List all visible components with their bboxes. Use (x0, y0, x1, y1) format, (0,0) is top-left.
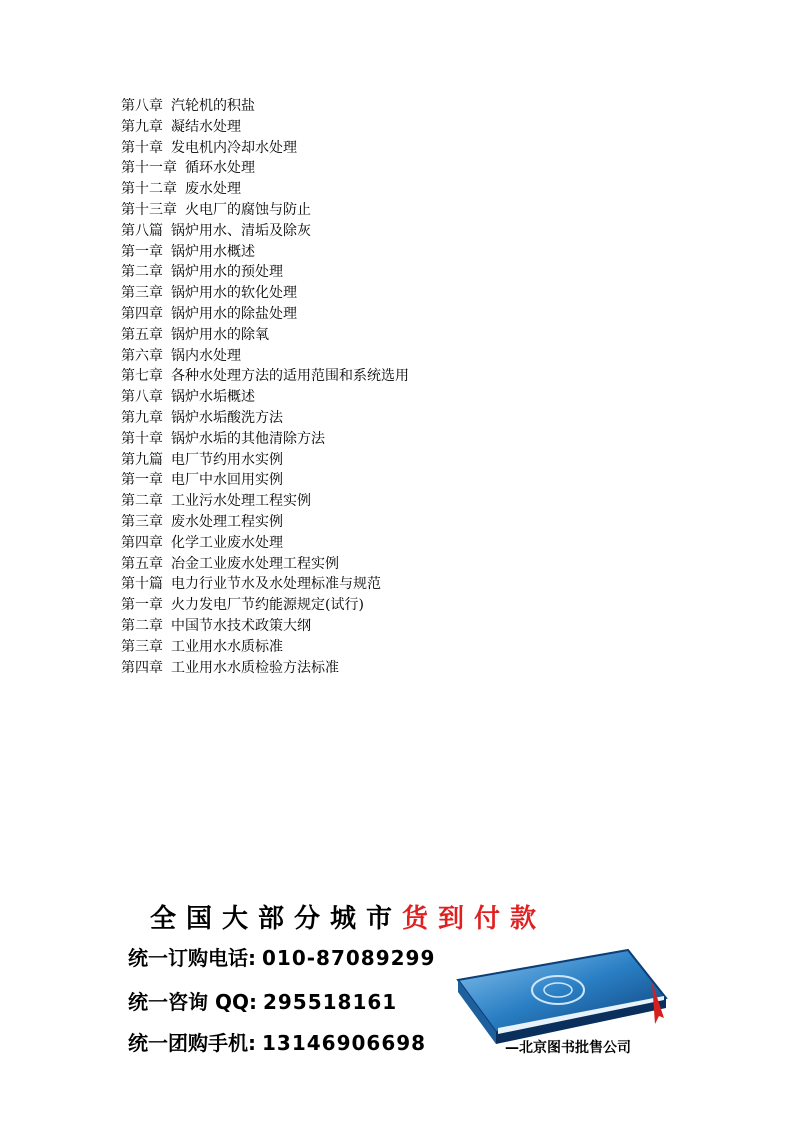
toc-item (121, 595, 409, 616)
toc-item (121, 242, 409, 263)
toc-chapter-title: 工业用水水质标准 (171, 638, 283, 655)
toc-chapter-number: 第十三章 (121, 201, 177, 218)
table-of-contents (121, 96, 409, 678)
toc-chapter-title: 电厂节约用水实例 (171, 451, 283, 468)
company-name: —北京图书批售公司 (505, 1040, 631, 1056)
toc-chapter-title: 锅炉用水的软化处理 (171, 285, 297, 302)
toc-item (121, 346, 409, 367)
consult-qq-line (128, 986, 397, 1015)
toc-chapter-title: 凝结水处理 (171, 118, 241, 135)
toc-chapter-title: 锅炉水垢的其他清除方法 (171, 430, 325, 447)
toc-chapter-number: 第一章 (121, 243, 163, 260)
toc-chapter-number: 第三章 (121, 638, 163, 655)
toc-chapter-number: 第十章 (121, 430, 163, 447)
toc-chapter-number: 第十二章 (121, 181, 177, 198)
toc-item (121, 450, 409, 471)
toc-item (121, 616, 409, 637)
order-phone-value: 010-87089299 (262, 946, 436, 970)
toc-chapter-number: 第一章 (121, 472, 163, 489)
toc-item (121, 325, 409, 346)
toc-chapter-title: 电厂中水回用实例 (171, 472, 283, 489)
toc-item (121, 554, 409, 575)
toc-chapter-title: 工业用水水质检验方法标准 (171, 659, 339, 676)
toc-chapter-title: 锅炉用水概述 (171, 243, 255, 260)
toc-item (121, 387, 409, 408)
toc-chapter-number: 第四章 (121, 305, 163, 322)
toc-chapter-title: 各种水处理方法的适用范围和系统选用 (171, 368, 409, 385)
toc-chapter-title: 锅炉用水的除盐处理 (171, 305, 297, 322)
toc-chapter-number: 第九章 (121, 409, 163, 426)
toc-item (121, 533, 409, 554)
toc-chapter-number: 第一章 (121, 597, 163, 614)
toc-item (121, 96, 409, 117)
toc-item (121, 158, 409, 179)
toc-item (121, 408, 409, 429)
ad-headline (150, 898, 546, 935)
toc-chapter-number: 第九章 (121, 118, 163, 135)
toc-chapter-title: 锅炉用水、清垢及除灰 (171, 222, 311, 239)
sales-advertisement (120, 890, 680, 1070)
toc-chapter-title: 锅炉用水的除氧 (171, 326, 269, 343)
toc-chapter-number: 第八篇 (121, 222, 163, 239)
toc-chapter-number: 第八章 (121, 389, 163, 406)
toc-chapter-title: 工业污水处理工程实例 (171, 493, 311, 510)
toc-chapter-title: 循环水处理 (185, 160, 255, 177)
ad-headline-red: 货到付款 (402, 904, 547, 934)
toc-chapter-title: 火力发电厂节约能源规定(试行) (171, 597, 364, 614)
toc-chapter-title: 锅内水处理 (171, 347, 241, 364)
toc-item (121, 138, 409, 159)
toc-chapter-title: 中国节水技术政策大纲 (171, 617, 311, 634)
toc-chapter-number: 第六章 (121, 347, 163, 364)
toc-item (121, 262, 409, 283)
toc-chapter-title: 火电厂的腐蚀与防止 (185, 201, 311, 218)
toc-chapter-title: 化学工业废水处理 (171, 534, 283, 551)
toc-chapter-title: 汽轮机的积盐 (171, 98, 255, 114)
toc-chapter-title: 锅炉水垢概述 (171, 389, 255, 406)
order-phone-line (128, 942, 435, 971)
toc-chapter-number: 第四章 (121, 534, 163, 551)
toc-item (121, 512, 409, 533)
group-mobile-value: 13146906698 (262, 1031, 427, 1055)
toc-chapter-title: 废水处理 (185, 181, 241, 198)
toc-chapter-number: 第十章 (121, 139, 163, 156)
toc-item (121, 179, 409, 200)
toc-chapter-number: 第二章 (121, 493, 163, 510)
toc-chapter-number: 第三章 (121, 513, 163, 530)
toc-chapter-number: 第九篇 (121, 451, 163, 468)
toc-chapter-number: 第七章 (121, 368, 163, 385)
toc-item (121, 491, 409, 512)
toc-chapter-number: 第十篇 (121, 576, 163, 593)
toc-item (121, 366, 409, 387)
toc-item (121, 574, 409, 595)
toc-item (121, 200, 409, 221)
consult-qq-label: 统一咨询 QQ: (128, 990, 257, 1014)
toc-item (121, 117, 409, 138)
toc-chapter-title: 废水处理工程实例 (171, 513, 283, 530)
toc-chapter-title: 发电机内冷却水处理 (171, 139, 297, 156)
toc-chapter-number: 第五章 (121, 555, 163, 572)
toc-item (121, 221, 409, 242)
group-mobile-label: 统一团购手机: (128, 1031, 256, 1055)
order-phone-label: 统一订购电话: (128, 946, 256, 970)
toc-chapter-number: 第二章 (121, 264, 163, 281)
toc-item (121, 470, 409, 491)
toc-chapter-title: 冶金工业废水处理工程实例 (171, 555, 339, 572)
toc-item (121, 637, 409, 658)
toc-chapter-number: 第四章 (121, 659, 163, 676)
toc-chapter-number: 第三章 (121, 285, 163, 302)
consult-qq-value: 295518161 (262, 990, 398, 1014)
toc-item (121, 283, 409, 304)
toc-item (121, 304, 409, 325)
toc-chapter-title: 锅炉水垢酸洗方法 (171, 409, 283, 426)
toc-chapter-number: 第八章 (121, 98, 163, 114)
toc-chapter-number: 第二章 (121, 617, 163, 634)
toc-chapter-number: 第五章 (121, 326, 163, 343)
toc-item (121, 658, 409, 679)
book-icon (438, 940, 678, 1050)
toc-chapter-number: 第十一章 (121, 160, 177, 177)
group-mobile-line (128, 1027, 426, 1056)
toc-chapter-title: 电力行业节水及水处理标准与规范 (171, 576, 381, 593)
toc-chapter-title: 锅炉用水的预处理 (171, 264, 283, 281)
ad-headline-black: 全国大部分城市 (150, 904, 403, 934)
toc-item (121, 429, 409, 450)
